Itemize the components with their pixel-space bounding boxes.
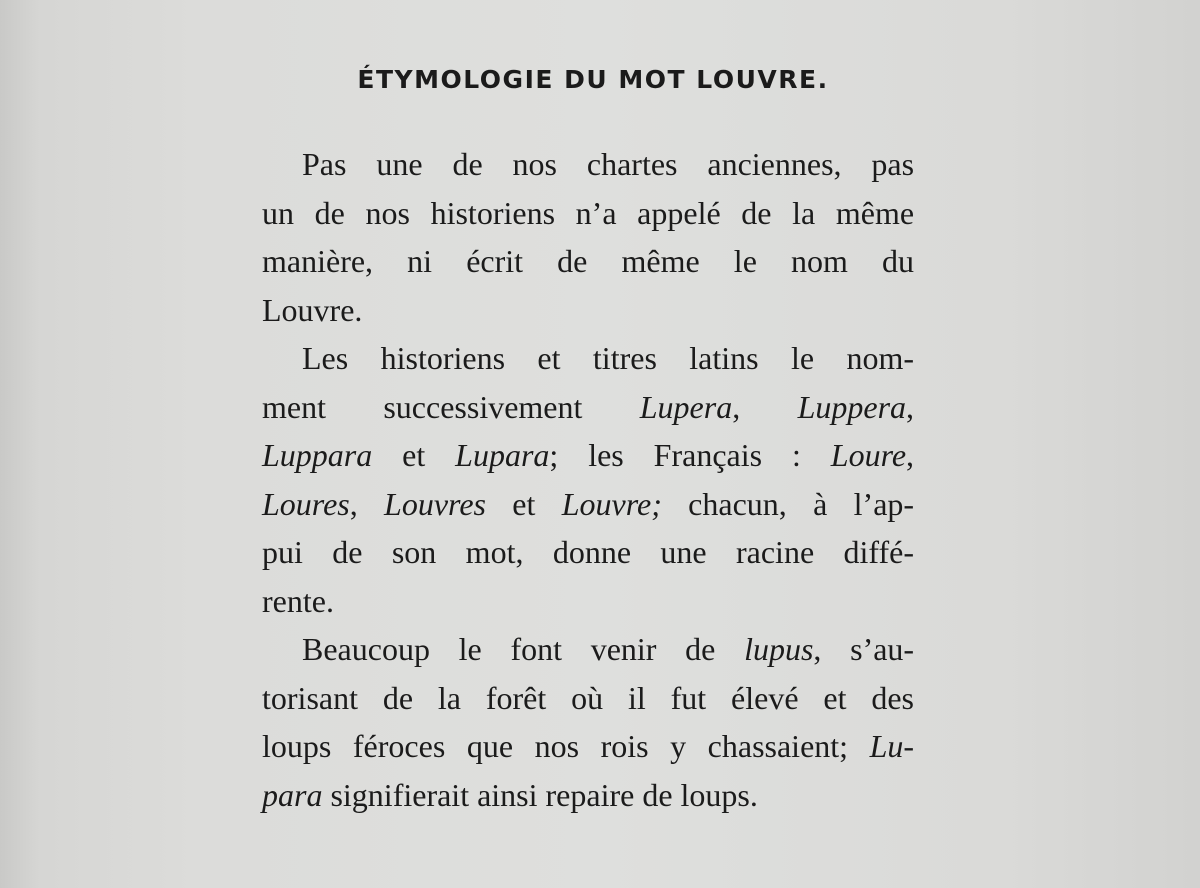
text-line: rente. bbox=[262, 582, 334, 619]
text-block bbox=[262, 60, 914, 819]
paragraph-3 bbox=[262, 625, 914, 819]
paragraph-2 bbox=[262, 334, 914, 625]
text-line: Louvre. bbox=[262, 291, 363, 328]
text-line: manière, ni écrit de même le nom du bbox=[262, 243, 915, 279]
paragraph-1 bbox=[262, 140, 914, 334]
page-title: ÉTYMOLOGIE DU MOT LOUVRE. bbox=[357, 65, 829, 94]
text-line: Luppara et Lupara; les Français : Loure, bbox=[262, 437, 915, 473]
text-line: torisant de la forêt où il fut élevé et des bbox=[262, 679, 914, 716]
text-line: para signifierait ainsi repaire de loups. bbox=[262, 776, 758, 813]
text-line: ment successivement Lupera, Luppera, bbox=[262, 388, 915, 425]
text-line: Pas une de nos chartes anciennes, pas bbox=[302, 146, 915, 182]
text-line: Les historiens et titres latins le nom- bbox=[302, 340, 915, 376]
text-line: Beaucoup le font venir de lupus, s’au- bbox=[302, 631, 915, 667]
text-line: pui de son mot, donne une racine diffé- bbox=[262, 534, 914, 570]
text-line: un de nos historiens n’a appelé de la même bbox=[262, 194, 915, 231]
text-line: Loures, Louvres et Louvre; chacun, à l’ap- bbox=[262, 485, 915, 522]
text-line: loups féroces que nos rois y chassaient; Lu- bbox=[262, 728, 915, 764]
